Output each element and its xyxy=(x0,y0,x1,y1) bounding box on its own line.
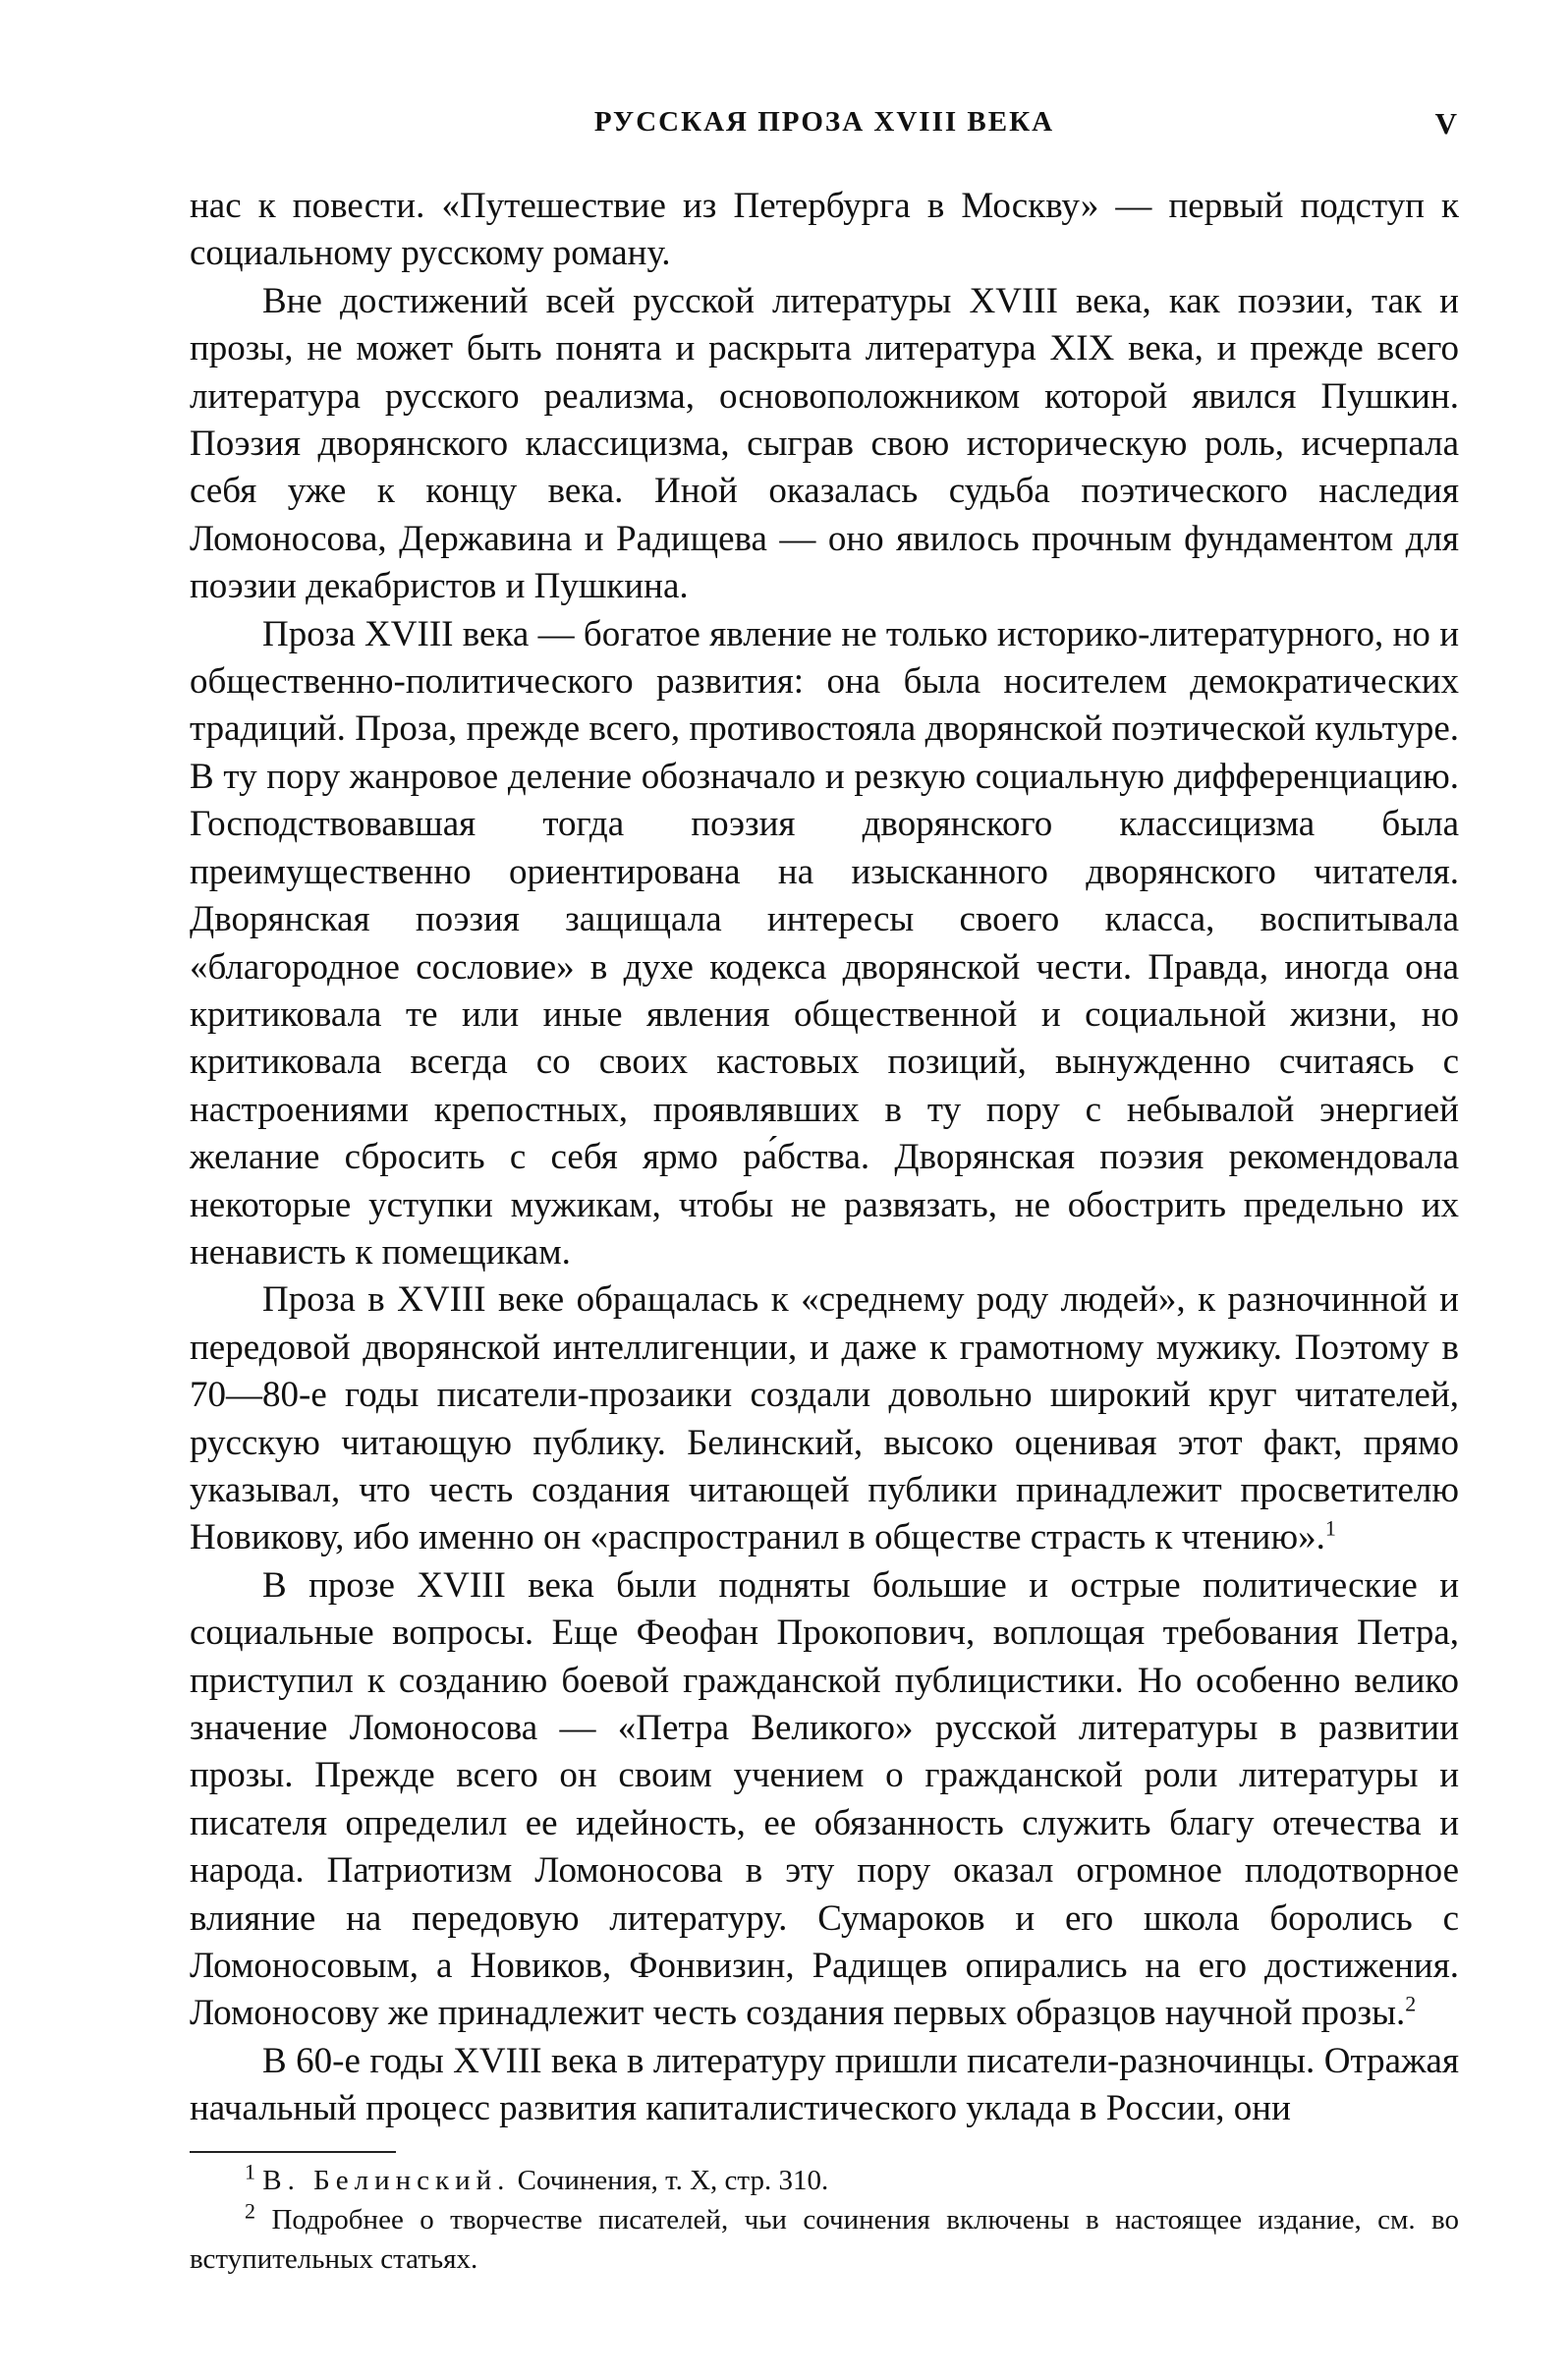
paragraph xyxy=(190,278,1459,611)
footnote-text: Подробнее о творчестве писателей, чьи сочинения включены в настоящее издание, см. во вступительных статьях. xyxy=(190,2203,1460,2275)
footnote-mark: 2 xyxy=(245,2198,255,2223)
running-title: РУССКАЯ ПРОЗА XVIII ВЕКА xyxy=(593,106,1055,138)
paragraph-continued xyxy=(190,183,1459,278)
paragraph-text: Вне достижений всей русской литературы XVIII века, как поэзии, так и прозы, не может быть понята и раскрыта литература XIX века, и прежде всего литература русского реализма, основоположником которой явился Пушкин. Поэзия дворянского классицизма, сыграв свою историческую роль, исчерпала себя уже к концу века. Иной оказалась судьба поэтического наследия Ломоносова, Державина и Радищева — оно явилось прочным фундаментом для поэзии декабристов и Пушкина. xyxy=(190,280,1459,607)
body-text xyxy=(190,183,1459,2133)
footnote xyxy=(190,2200,1459,2279)
page-number: V xyxy=(1434,106,1459,141)
paragraph-text: В 60-е годы XVIII века в литературу пришли писатели-разночинцы. Отражая начальный процесс развития капиталистического уклада в России, они xyxy=(190,2040,1459,2129)
running-head xyxy=(190,98,1459,157)
paragraph-text: В прозе XVIII века были подняты большие и острые политические и социальные вопросы. Еще Феофан Прокопович, воплощая требования Петра, приступил к созданию боевой гражданской публицистики. Но особенно велико значение Ломоносова — «Петра Великого» русской литературы в развитии прозы. Прежде всего он своим учением о гражданской роли литературы и писателя определил ее идейность, ее обязанность служить благу отечества и народа. Патриотизм Ломоносова в эту пору оказал огромное плодотворное влияние на передовую литературу. Сумароков и его школа боролись с Ломоносовым, а Новиков, Фонвизин, Радищев опирались на его достижения. Ломоносову же принадлежит честь создания первых образцов научной прозы. xyxy=(190,1564,1459,2034)
footnote-divider xyxy=(190,2151,396,2153)
paragraph-text: нас к повести. «Путешествие из Петербурга в Москву» — первый подступ к социальному русскому роману. xyxy=(190,186,1459,274)
paragraph-text: Проза в XVIII веке обращалась к «среднему роду людей», к разночинной и передовой дворянской интеллигенции, и даже к грамотному мужику. Поэтому в 70—80-е годы писатели-прозаики создали довольно широкий круг читателей, русскую читающую публику. Белинский, высоко оценивая этот факт, прямо указывал, что честь создания читающей публики принадлежит просветителю Новикову, ибо именно он «распространил в обществе страсть к чтению». xyxy=(190,1279,1459,1558)
footnote xyxy=(190,2161,1459,2200)
book-page xyxy=(190,98,1459,2279)
footnote-reference: 2 xyxy=(1405,1992,1417,2017)
footnote-mark: 1 xyxy=(245,2159,255,2183)
paragraph xyxy=(190,611,1459,1277)
footnote-text: Сочинения, т. X, стр. 310. xyxy=(517,2164,829,2196)
footnotes xyxy=(190,2161,1459,2279)
paragraph xyxy=(190,2038,1459,2133)
footnote-reference: 1 xyxy=(1324,1516,1336,1542)
footnote-author: В. Белинский. xyxy=(262,2164,511,2196)
paragraph xyxy=(190,1562,1459,2038)
paragraph-text: Проза XVIII века — богатое явление не только историко-литературного, но и общественно-политического развития: она была носителем демократических традиций. Проза, прежде всего, противостояла дворянской поэтической культуре. В ту пору жанровое деление обозначало и резкую социальную дифференциацию. Господствовавшая тогда поэзия дворянского классицизма была преимущественно ориентирована на изысканного дворянского читателя. Дворянская поэзия защищала интересы своего класса, воспитывала «благородное сословие» в духе кодекса дворянской чести. Правда, иногда она критиковала те или иные явления общественной и социальной жизни, но критиковала всегда со своих кастовых позиций, вынужденно считаясь с настроениями крепостных, проявлявших в ту пору с небывалой энергией желание сбросить с себя ярмо ра́бства. Дворянская поэзия рекомендовала некоторые уступки мужикам, чтобы не развязать, не обострить предельно их ненависть к помещикам. xyxy=(190,613,1459,1273)
paragraph xyxy=(190,1276,1459,1561)
